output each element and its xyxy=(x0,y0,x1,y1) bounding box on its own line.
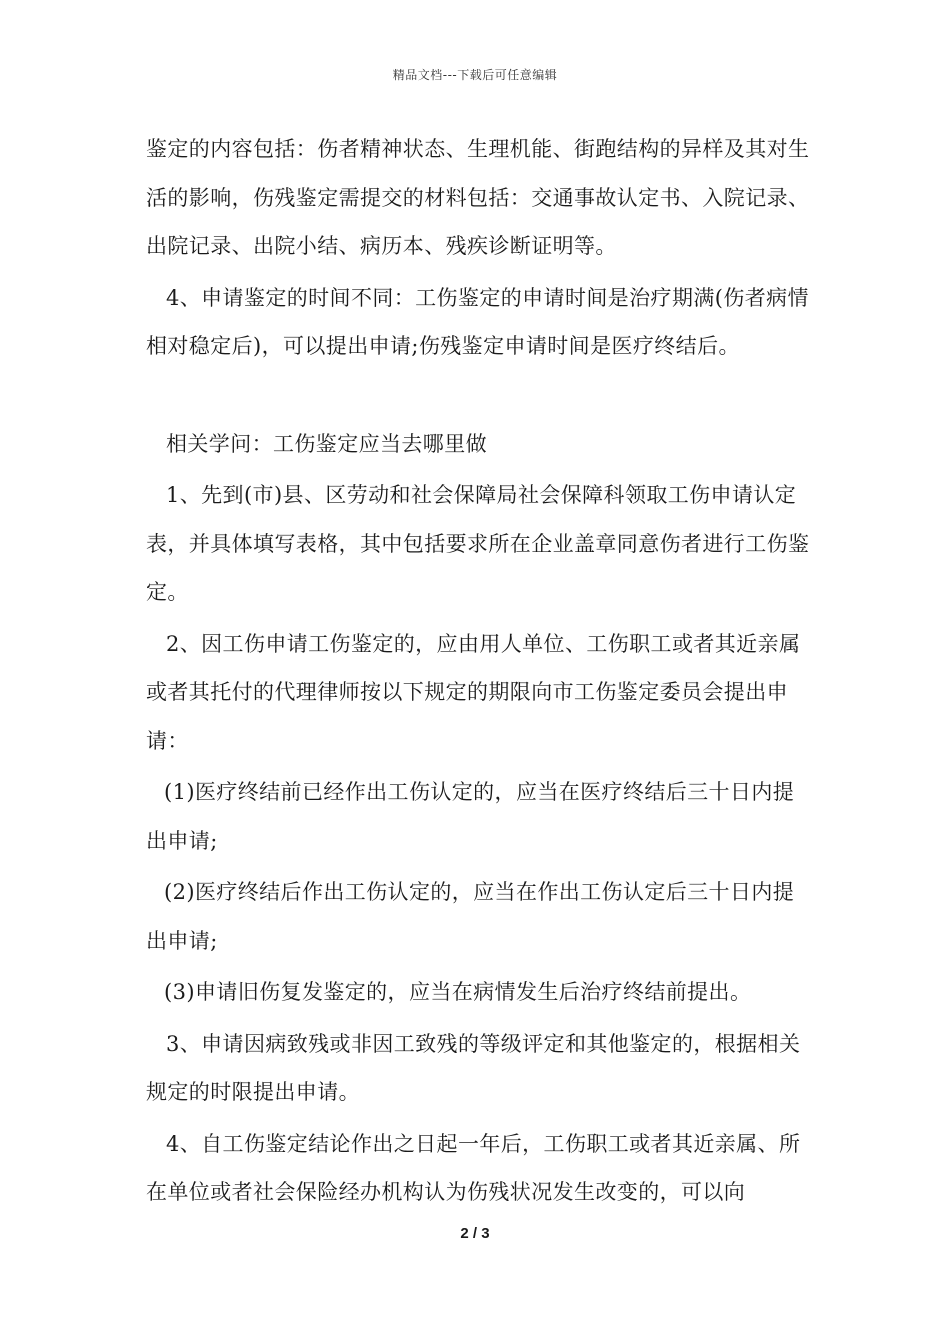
paragraph-step-2: 2、因工伤申请工伤鉴定的，应由用人单位、工伤职工或者其近亲属或者其托付的代理律师按以下规定的期限向市工伤鉴定委员会提出申请： xyxy=(146,631,801,753)
document-body xyxy=(146,125,814,1220)
paragraph-step-1: 1、先到(市)县、区劳动和社会保障局社会保障科领取工伤申请认定表，并具体填写表格，其中包括要求所在企业盖章同意伤者进行工伤鉴定。 xyxy=(146,483,810,604)
paragraph-application-time: 4、申请鉴定的时间不同：工伤鉴定的申请时间是治疗期满(伤者病情相对稳定后)，可以提出申请;伤残鉴定申请时间是医疗终结后。 xyxy=(146,285,809,358)
paragraph-sub-item-1: (1)医疗终结前已经作出工伤认定的，应当在医疗终结后三十日内提出申请; xyxy=(146,780,795,853)
paragraph-step-4: 4、自工伤鉴定结论作出之日起一年后，工伤职工或者其近亲属、所在单位或者社会保险经办机构认为伤残状况发生改变的，可以向 xyxy=(146,1131,801,1204)
page-header: 精品文档---下载后可任意编辑 xyxy=(392,68,558,82)
paragraph-identification-content: 鉴定的内容包括：伤者精神状态、生理机能、街跑结构的异样及其对生活的影响，伤残鉴定需提交的材料包括：交通事故认定书、入院记录、出院记录、出院小结、病历本、残疾诊断证明等。 xyxy=(146,137,810,258)
paragraph-sub-item-3: (3)申请旧伤复发鉴定的，应当在病情发生后治疗终结前提出。 xyxy=(164,980,752,1004)
page-number: 2 / 3 xyxy=(460,1225,490,1242)
paragraph-sub-item-2: (2)医疗终结后作出工伤认定的，应当在作出工伤认定后三十日内提出申请; xyxy=(146,880,795,953)
paragraph-step-3: 3、申请因病致残或非因工致残的等级评定和其他鉴定的，根据相关规定的时限提出申请。 xyxy=(146,1031,801,1104)
section-heading: 相关学问：工伤鉴定应当去哪里做 xyxy=(166,431,487,456)
paragraph-gap xyxy=(146,374,814,420)
